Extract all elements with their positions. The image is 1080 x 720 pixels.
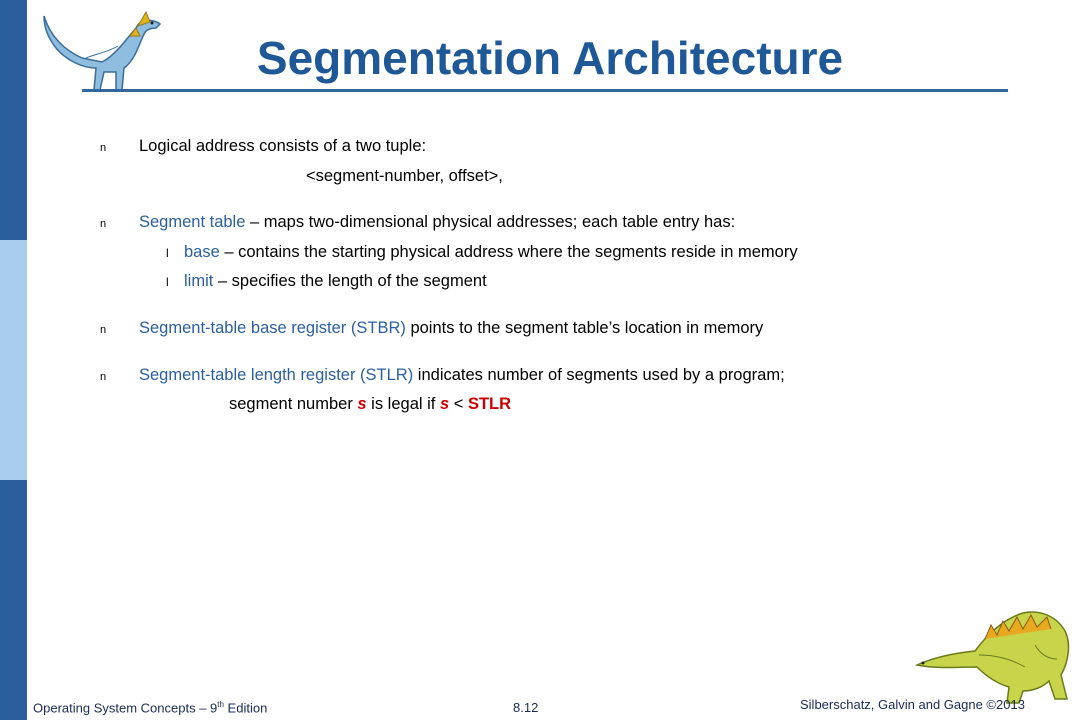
base-desc: – contains the starting physical address where the segments reside in memory — [219, 243, 798, 261]
var-s-1: s — [357, 395, 367, 413]
footer-page-number: 8.12 — [513, 700, 539, 715]
bullet-stlr — [139, 365, 785, 385]
term-segment-table: Segment table — [139, 213, 246, 231]
bullet-segment-table — [139, 212, 735, 232]
footer-edition-text: Edition — [223, 700, 268, 716]
condition-prefix: segment number — [229, 395, 358, 413]
footer-book-title — [33, 700, 267, 715]
sidebar-band-bottom — [0, 480, 27, 720]
title-divider — [82, 89, 1008, 92]
bullet-logical-address: Logical address consists of a two tuple: — [139, 137, 427, 155]
stlr-desc: indicates number of segments used by a program; — [413, 366, 785, 384]
bullet-square-icon: n — [100, 324, 107, 336]
term-stlr: Segment-table length register (STLR) — [139, 366, 414, 384]
bullet-square-icon: n — [100, 142, 107, 154]
sub-bullet-base — [184, 242, 798, 262]
limit-desc: – specifies the length of the segment — [213, 272, 487, 290]
bullet-square-icon: n — [100, 371, 107, 383]
condition-lt: < — [449, 395, 468, 413]
stbr-desc: points to the segment table’s location in memory — [405, 319, 764, 337]
bullet-square-icon: n — [100, 218, 107, 230]
bullet-dot-icon: l — [166, 246, 169, 260]
footer-edition-superscript: th — [217, 700, 224, 709]
sidebar-band-middle — [0, 240, 27, 480]
footer-book-title-text: Operating System Concepts – 9 — [33, 700, 218, 716]
bullet-dot-icon: l — [166, 275, 169, 289]
footer-authors: Silberschatz, Galvin and Gagne ©2013 — [800, 697, 1025, 712]
term-stbr: Segment-table base register (STBR) — [139, 319, 406, 337]
bullet-stbr — [139, 318, 763, 338]
var-s-2: s — [439, 395, 450, 413]
stlr-condition — [229, 394, 511, 414]
term-limit: limit — [184, 272, 214, 290]
dinosaur-icon — [915, 595, 1073, 707]
var-stlr: STLR — [467, 395, 512, 413]
term-base: base — [184, 243, 220, 261]
condition-mid: is legal if — [366, 395, 440, 413]
page-title: Segmentation Architecture — [256, 32, 844, 84]
tuple-text: <segment-number, offset>, — [306, 167, 503, 185]
sub-bullet-limit — [184, 271, 487, 291]
segment-table-desc: – maps two-dimensional physical addresses; each table entry has: — [245, 213, 736, 231]
sidebar-band-top — [0, 0, 27, 240]
